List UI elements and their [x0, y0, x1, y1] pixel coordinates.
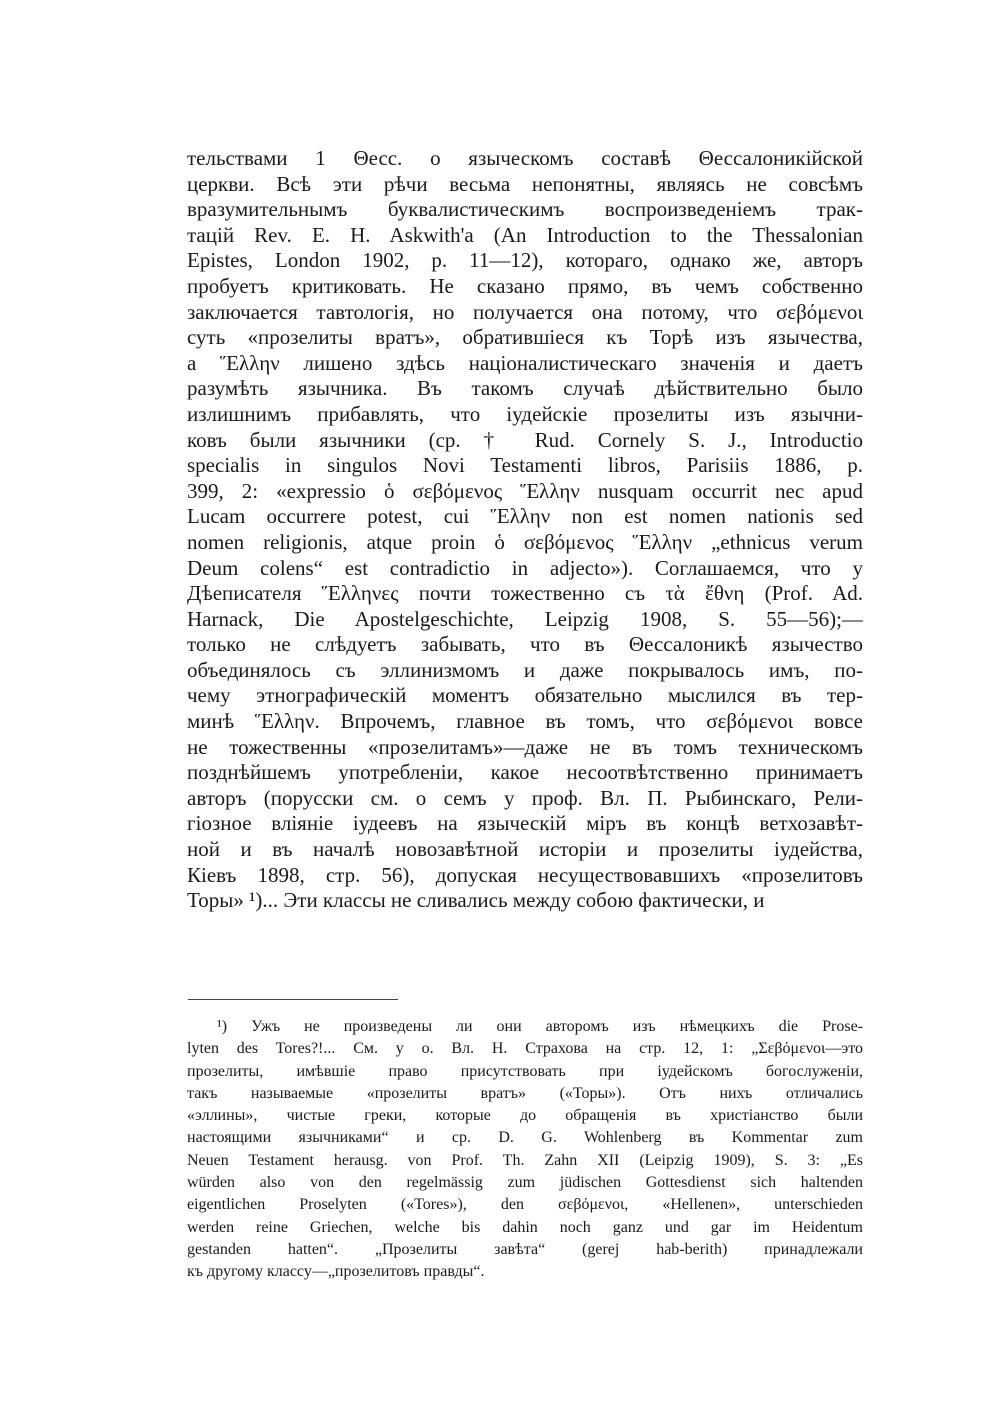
footnote-line: «эллины», чистые греки, которые до обращенія въ христіанство были — [187, 1107, 863, 1125]
footnote-separator — [188, 999, 398, 1000]
footnote-line: Neuen Testament herausg. von Prof. Th. Zahn XII (Leipzig 1909), S. 3: „Es — [187, 1151, 863, 1169]
text-line: чему этнографическій моментъ обязательно мыслился въ тер- — [187, 683, 863, 708]
footnote-block — [187, 1016, 863, 1284]
text-line: суть «прозелиты вратъ», обратившіеся къ Торѣ изъ язычества, — [187, 325, 863, 350]
text-line: Lucam occurrere potest, cui Ἕλλην non est nomen nationis sed — [187, 504, 863, 529]
text-line: а Ἕλλην лишено здѣсь націоналистическаго значенія и даетъ — [187, 350, 863, 375]
text-line: церкви. Всѣ эти рѣчи весьма непонятны, являясь не совсѣмъ — [187, 171, 863, 196]
footnote-line: къ другому классу—„прозелитовъ правды“. — [187, 1263, 485, 1281]
text-line: заключается тавтологія, но получается она потому, что σεβόμενοι — [187, 299, 863, 324]
text-line: Торы» ¹)... Эти классы не сливались между собою фактически, и — [187, 888, 765, 913]
text-line: тацій Rev. E. H. Askwith'a (An Introduction to the Thessalonian — [187, 222, 863, 247]
text-line: разумѣть язычника. Въ такомъ случаѣ дѣйствительно было — [187, 376, 863, 401]
text-line: 399, 2: «expressio ὁ σεβόμενος Ἕλλην nusquam occurrit nec apud — [187, 478, 863, 503]
text-line: specialis in singulos Novi Testamenti libros, Parisiis 1886, p. — [187, 453, 863, 478]
text-line: пробуетъ критиковать. Не сказано прямо, въ чемъ собственно — [187, 273, 863, 298]
text-line: Дѣеписателя Ἕλληνες почти тожественно съ τὰ ἔθνη (Prof. Ad. — [187, 581, 863, 606]
text-line: авторъ (порусски см. о семъ у проф. Вл. П. Рыбинскаго, Рели- — [187, 785, 863, 810]
text-line: ковъ были язычники (ср. † Rud. Cornely S. J., Introductio — [187, 427, 863, 452]
text-line: только не слѣдуетъ забывать, что въ Θессалоникѣ язычество — [187, 632, 863, 657]
text-line: ной и въ началѣ новозавѣтной исторіи и прозелиты іудейства, — [187, 837, 863, 862]
footnote-line: ¹) Ужъ не произведены ли они авторомъ изъ нѣмецкихъ die Prose- — [217, 1018, 863, 1035]
footnote-line: eigentlichen Proselyten («Tores»), den σεβόμενοι, «Hellenen», unterschieden — [187, 1196, 863, 1214]
text-line: nomen religionis, atque proin ὁ σεβόμενος Ἕλλην „ethnicus verum — [187, 529, 863, 554]
text-line: тельствами 1 Θесс. о языческомъ составѣ Θессалоникійской — [187, 146, 863, 170]
text-line: Кіевъ 1898, стр. 56), допуская несуществовавшихъ «прозелитовъ — [187, 862, 863, 887]
footnote-line: настоящими язычниками“ и ср. D. G. Wohlenberg въ Kommentar zum — [187, 1129, 863, 1147]
main-text-block — [187, 146, 863, 914]
footnote-line: такъ называемые «прозелиты вратъ» («Торы»). Отъ нихъ отличались — [187, 1084, 863, 1102]
text-line: минѣ Ἕλλην. Впрочемъ, главное въ томъ, что σεβόμενοι вовсе — [187, 709, 863, 734]
text-line: Harnack, Die Apostelgeschichte, Leipzig 1908, S. 55—56);— — [187, 606, 863, 631]
text-line: гіозное вліяніе іудеевъ на языческій міръ въ концѣ ветхозавѣт- — [187, 811, 863, 836]
footnote-line: прозелиты, имѣвшіе право присутствовать при іудейскомъ богослуженіи, — [187, 1062, 863, 1080]
text-line: излишнимъ прибавлять, что іудейскіе прозелиты изъ язычни- — [187, 401, 863, 426]
text-line: Deum colens“ est contradictio in adjecto»). Соглашаемся, что у — [187, 555, 863, 580]
text-line: вразумительнымъ буквалистическимъ воспроизведеніемъ трак- — [187, 197, 863, 222]
text-line: Epistes, London 1902, p. 11—12), котораго, однако же, авторъ — [187, 248, 863, 273]
text-line: не тожественны «прозелитамъ»—даже не въ томъ техническомъ — [187, 734, 863, 759]
text-line: позднѣйшемъ употребленіи, какое несоотвѣтственно принимаетъ — [187, 760, 863, 785]
footnote-line: werden reine Griechen, welche bis dahin noch ganz und gar im Heidentum — [187, 1218, 863, 1236]
footnote-line: gestanden hatten“. „Прозелиты завѣта“ (gerej hab-berith) принадлежали — [187, 1240, 863, 1258]
footnote-line: lyten des Tores?!... См. у о. Вл. Н. Страхова на стр. 12, 1: „Σεβόμενοι—это — [187, 1040, 863, 1058]
text-line: объединялось съ эллинизмомъ и даже покрывалось имъ, по- — [187, 657, 863, 682]
footnote-line: würden also von den regelmässig zum jüdischen Gottesdienst sich haltenden — [187, 1174, 863, 1192]
